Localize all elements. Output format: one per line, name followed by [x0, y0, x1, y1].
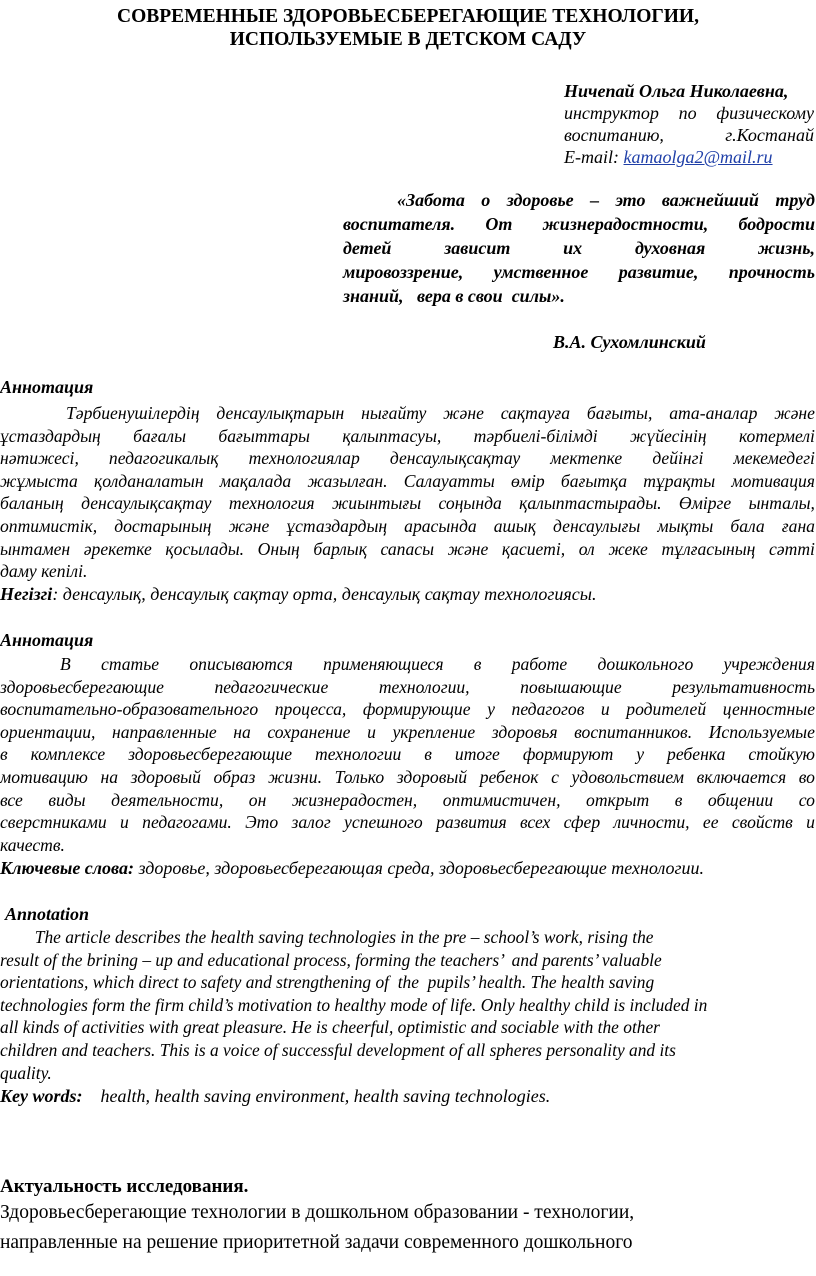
- author-position-line: инструктор по физическому: [564, 103, 814, 123]
- epigraph-author: В.А. Сухомлинский: [553, 332, 706, 352]
- epigraph-line: знаний, вера в свои силы».: [343, 286, 565, 306]
- abstract-ru-keywords: Ключевые слова: здоровье, здоровьесберегающая среда, здоровьесберегающие технологии.: [0, 858, 705, 878]
- abstract-en-keywords: Key words: health, health saving environment, health saving technologies.: [0, 1086, 551, 1106]
- email-label: E-mail:: [564, 147, 624, 167]
- article-title-line-1: СОВРЕМЕННЫЕ ЗДОРОВЬЕСБЕРЕГАЮЩИЕ ТЕХНОЛОГИИ,: [117, 6, 699, 27]
- body-text-line-2: направленные на решение приоритетной задачи современного дошкольного: [0, 1232, 633, 1253]
- abstract-ru-text: В статье описываются применяющиеся в работе дошкольного учреждения здоровьесберегающие педагогические технологии, повышающие результативность воспитательно-образовательного процесса, формирующие у педагогов и родителей ценностные ориентации, направленные на сохранение и укрепление здоровья воспитанников. Используемые в комплексе здоровьесберегающие технологии в итоге формируют у ребенка стойкую мотивацию на здоровый образ жизни. Только здоровый ребенок с удовольствием включается во все виды деятельности, он жизнерадостен, оптимистичен, открыт в общении со сверстниками и педагогами. Это залог успешного развития всех сфер личности, ее свойств и качеств.: [0, 654, 815, 855]
- article-title-line-2: ИСПОЛЬЗУЕМЫЕ В ДЕТСКОМ САДУ: [229, 29, 587, 50]
- abstract-ru-heading: Аннотация: [0, 630, 94, 650]
- author-name: Ничепай Ольга Николаевна,: [564, 81, 789, 101]
- epigraph-line: «Забота о здоровье – это важнейший труд: [397, 190, 815, 210]
- author-block: [564, 80, 814, 168]
- abstract-en-heading: Annotation: [5, 904, 90, 924]
- abstract-kz-heading: Аннотация: [0, 377, 94, 397]
- abstract-kz-text: Тәрбиенушілердің денсаулықтарын нығайту және сақтауға бағыты, ата-аналар және ұстаздардың бағалы бағыттары қалыптасуы, тәрбиелі-білімді жүйесінің котермелі нәтижесі, педагогикалық технологиялар денсаулықсақтау мектепке дейінгі мекемедегі жұмыста қолданалатын мақалада жазылған. Салауатты өмір бағытқа тұрақты мотивация баланың денсаулықсақтау технология жиынтығы соңында қалыптастырады. Өмірге ынталы, оптимистік, достарының және ұстаздардың арасында ашық денсаулығы мықты бала ғана ынтамен әрекетке қосылады. Оның барлық сапасы және қасиеті, ол жеке тұлғасының сәтті даму кепілі.: [0, 403, 815, 582]
- epigraph-line: воспитателя. От жизнерадостности, бодрости: [343, 214, 815, 234]
- section-heading-relevance: Актуальность исследования.: [0, 1176, 249, 1197]
- epigraph-line: детей зависит их духовная жизнь,: [343, 238, 815, 258]
- epigraph: [343, 188, 815, 308]
- email-link[interactable]: kamaolga2@mail.ru: [623, 147, 773, 167]
- author-location-line: воспитанию, г.Костанай: [564, 125, 814, 145]
- epigraph-line: мировоззрение, умственное развитие, прочность: [343, 262, 815, 282]
- abstract-en-text: The article describes the health saving technologies in the pre – school’s work, rising the result of the brining – up and educational process, forming the teachers’ and parents’ valuable orientations, which direct to safety and strengthening of the pupils’ health. The health saving technologies form the firm child’s motivation to healthy mode of life. Only healthy child is included in all kinds of activities with great pleasure. He is cheerful, optimistic and sociable with the other children and teachers. This is a voice of successful development of all spheres personality and its quality.: [0, 927, 708, 1083]
- author-email-line: [564, 146, 814, 168]
- body-text-line-1: Здоровьесберегающие технологии в дошкольном образовании - технологии,: [0, 1202, 635, 1223]
- abstract-kz-keywords: Негізгі: денсаулық, денсаулық сақтау орта, денсаулық сақтау технологиясы.: [0, 584, 597, 604]
